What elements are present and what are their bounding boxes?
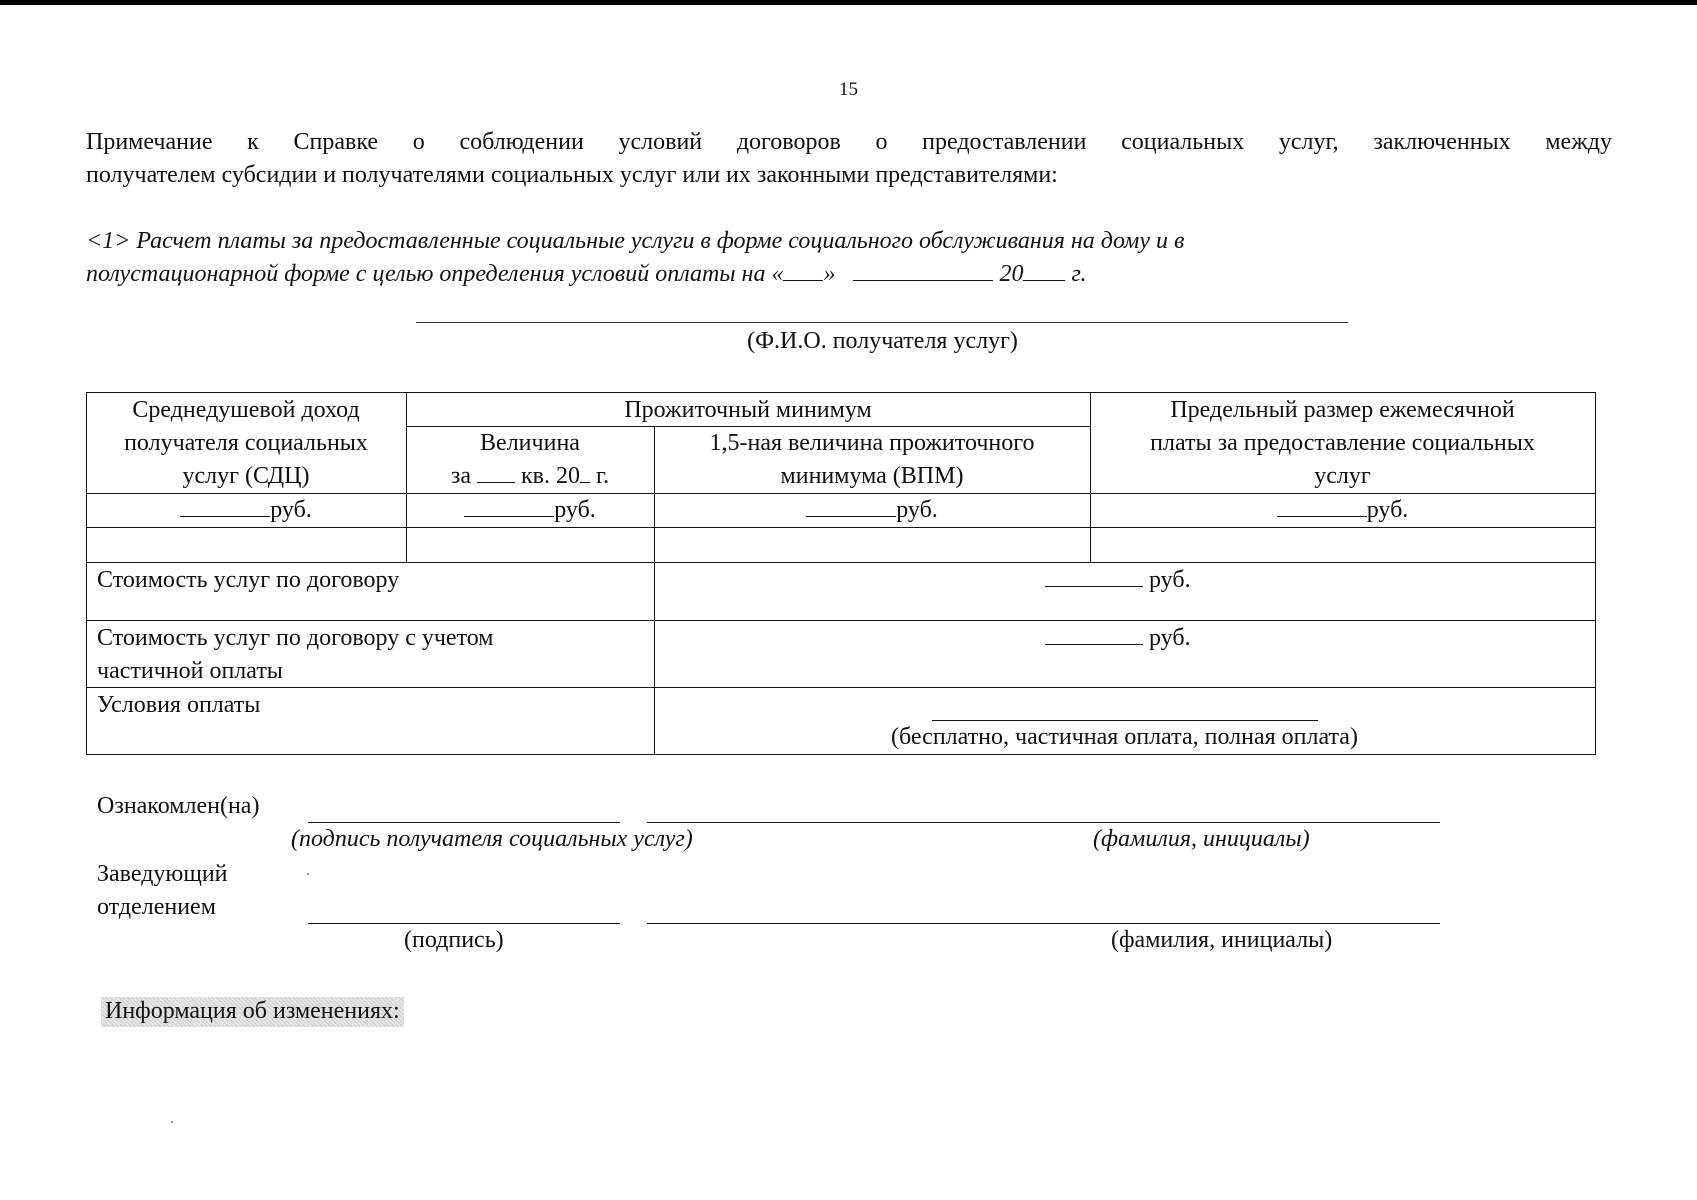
partial-blank: [1045, 644, 1143, 645]
head-sign-caption: (подпись): [404, 927, 504, 953]
row-terms-caption: (бесплатно, частичная оплата, полная оплата): [891, 724, 1358, 750]
header-value-line-1: Величина: [480, 430, 580, 456]
header-max-payment: [1090, 394, 1595, 493]
table-border-top: [86, 392, 1595, 393]
head-name-line[interactable]: [647, 923, 1440, 924]
living-wage-value: [406, 494, 654, 527]
footnote-line-2-text: полустационарной форме с целью определения условий оплаты на «: [86, 261, 784, 287]
max-payment-blank: [1277, 516, 1367, 517]
header-max-line-1: Предельный размер ежемесячной: [1170, 397, 1515, 423]
rub-label: руб.: [270, 497, 312, 523]
year-blank: [580, 482, 590, 483]
vpm-blank: [806, 516, 896, 517]
recipient-sign-caption: (подпись получателя социальных услуг): [291, 826, 693, 852]
header-max-line-2: платы за предоставление социальных: [1150, 430, 1535, 456]
sdc-blank: [180, 516, 270, 517]
living-wage-blank: [464, 516, 554, 517]
header-vpm-line-1: 1,5-ная величина прожиточного: [709, 430, 1035, 456]
header-sdc: [86, 394, 406, 493]
max-payment-value: [1090, 494, 1595, 527]
head-label-line-2: отделением: [97, 894, 216, 920]
year-suffix: г.: [1071, 261, 1087, 287]
row-partial-label: [97, 622, 493, 688]
row-partial-line-2: частичной оплаты: [97, 658, 283, 684]
footnote: [86, 225, 1184, 291]
changes-info: Информация об изменениях:: [101, 997, 404, 1027]
footnote-line-2: [86, 258, 1184, 291]
footnote-line-1: <1> Расчет платы за предоставленные социальные услуги в форме социального обслуживания на дому и в: [86, 228, 1185, 254]
header-living-wage: Прожиточный минимум: [624, 397, 872, 423]
quarter-blank: [477, 482, 515, 483]
fio-caption: (Ф.И.О. получателя услуг): [747, 328, 1018, 354]
head-signature-line[interactable]: [308, 923, 620, 924]
head-name-caption: (фамилия, инициалы): [1111, 927, 1333, 953]
g-label: г.: [596, 463, 610, 489]
table-row-divider: [86, 562, 1595, 563]
rub-label: руб.: [554, 497, 596, 523]
row-cost-value: [1045, 564, 1191, 597]
scan-speck: [171, 1121, 173, 1123]
header-sdc-line-2: получателя социальных: [124, 430, 368, 456]
header-vpm-line-2: минимума (ВПМ): [780, 463, 964, 489]
cost-blank: [1045, 586, 1143, 587]
note-line-1: Примечание к Справке о соблюдении условий договоров о предоставлении социальных услуг, заключенных между: [86, 129, 1612, 155]
day-blank: [783, 280, 823, 281]
scan-speck: [307, 873, 309, 875]
rub-label: руб.: [1366, 497, 1409, 523]
head-label: [97, 858, 228, 924]
year-prefix: 20: [999, 261, 1024, 287]
header-value: [406, 427, 654, 493]
recipient-name-line[interactable]: [647, 822, 1440, 823]
header-value-line-2: [406, 460, 654, 493]
quote-close: »: [823, 261, 836, 287]
page-top-border: [0, 0, 1697, 5]
vpm-value: [654, 494, 1090, 527]
row-partial-value: [1045, 622, 1191, 655]
rub-label: руб.: [1149, 567, 1191, 593]
year-blank: [1023, 280, 1065, 281]
header-sdc-line-3: услуг (СДЦ): [182, 463, 310, 489]
rub-label: руб.: [1149, 625, 1191, 651]
rub-label: руб.: [896, 497, 938, 523]
kv-label: кв. 20: [521, 463, 580, 489]
table-border-right: [1595, 392, 1596, 755]
head-label-line-1: Заведующий: [97, 861, 228, 887]
recipient-signature-line[interactable]: [308, 822, 620, 823]
row-cost-label: Стоимость услуг по договору: [97, 567, 400, 593]
header-vpm: [654, 427, 1090, 493]
row-terms-label: Условия оплаты: [97, 692, 261, 718]
row-partial-line-1: Стоимость услуг по договору с учетом: [97, 625, 494, 651]
table-row-divider: [86, 527, 1595, 528]
note-line-2: получателем субсидии и получателями социальных услуг или их законными представителями:: [86, 162, 1058, 188]
month-blank: [853, 280, 993, 281]
table-row-divider: [86, 620, 1595, 621]
table-border-bottom: [86, 754, 1595, 755]
fio-line: [416, 322, 1348, 323]
acquainted-label: Ознакомлен(на): [97, 793, 260, 819]
recipient-name-caption: (фамилия, инициалы): [1093, 826, 1310, 852]
za-label: за: [450, 463, 471, 489]
header-max-line-3: услуг: [1314, 463, 1371, 489]
header-sdc-line-1: Среднедушевой доход: [132, 397, 360, 423]
note-paragraph: [86, 126, 1612, 192]
sdc-value: [86, 494, 406, 527]
page-number: 15: [839, 79, 858, 100]
